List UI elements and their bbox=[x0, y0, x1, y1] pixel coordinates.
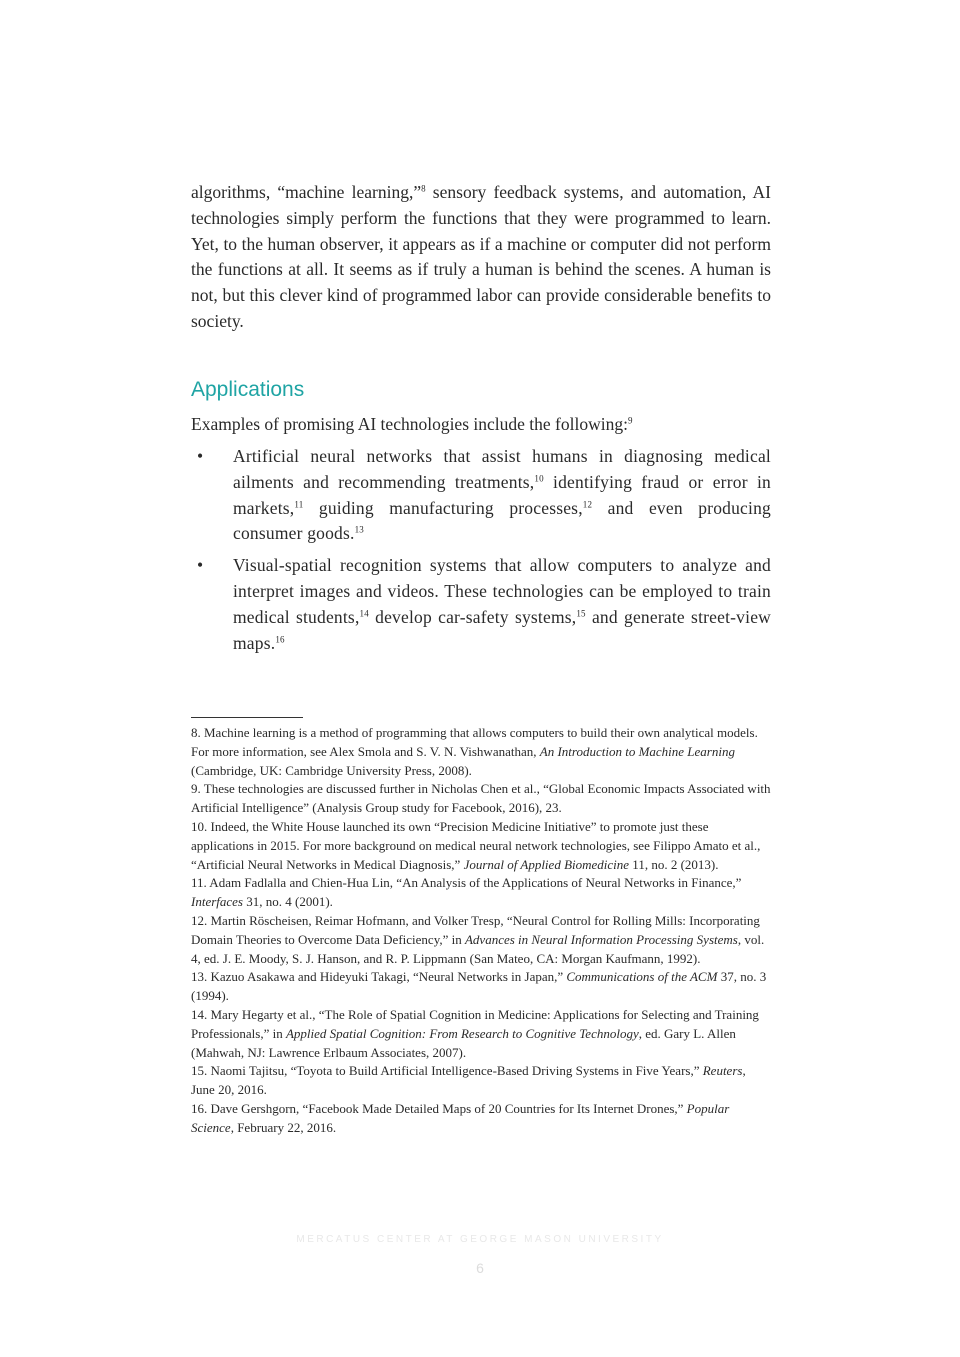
footnote-16 bbox=[191, 1100, 771, 1138]
footnote-title: Popular Science bbox=[191, 1100, 730, 1135]
footnote-title: Interfaces bbox=[191, 894, 243, 910]
bullet-text bbox=[233, 553, 771, 656]
footnote-text: , ed. Gary L. Allen (Mahwah, NJ: Lawrence Erlbaum Associates, 2007). bbox=[191, 1025, 736, 1060]
footnote-14 bbox=[191, 1006, 771, 1062]
footnote-text: 8. Machine learning is a method of programming that allows computers to build their own analytical models. For more information, see Alex Smola and S. V. N. Vishwanathan, bbox=[191, 725, 758, 759]
section-heading: Applications bbox=[191, 378, 305, 401]
footnote-text: (Cambridge, UK: Cambridge University Press, 2008). bbox=[191, 762, 472, 778]
body-text-part1: algorithms, “machine learning,” bbox=[191, 182, 422, 202]
footnote-title: Communications of the ACM bbox=[566, 969, 718, 985]
footnote-ref-8[interactable]: 8 bbox=[421, 183, 426, 194]
section-intro bbox=[191, 412, 632, 438]
bullet-text-segment: guiding manufacturing processes, bbox=[303, 497, 583, 518]
footnote-text: 13. Kazuo Asakawa and Hideyuki Takagi, “Neural Networks in Japan,” bbox=[191, 969, 567, 985]
footnote-10 bbox=[191, 818, 771, 874]
page-number: 6 bbox=[476, 1260, 484, 1276]
footnote-ref-9[interactable]: 9 bbox=[627, 415, 633, 426]
footnote-ref-13[interactable]: 13 bbox=[354, 525, 365, 536]
footnote-ref-10[interactable]: 10 bbox=[534, 473, 544, 484]
footnote-text: 12. Martin Röscheisen, Reimar Hofmann, and Volker Tresp, “Neural Control for Rolling Mills: Incorporating Domain Theories to Overcome Data Deficiency,” in bbox=[191, 912, 760, 947]
body-paragraph bbox=[191, 180, 771, 335]
footnote-text: 10. Indeed, the White House launched its own “Precision Medicine Initiative” to promote just these applications in 2015. For more background on medical neural network technologies, see Filippo Amato et al., “Artificial Neural Networks in Medical Diagnosis,” bbox=[191, 818, 761, 872]
footnote-ref-15[interactable]: 15 bbox=[576, 608, 586, 619]
footnote-divider bbox=[191, 717, 303, 718]
footnote-title: Advances in Neural Information Processing Systems bbox=[464, 931, 738, 947]
footnote-text: 15. Naomi Tajitsu, “Toyota to Build Artificial Intelligence-Based Driving Systems in Five Years,” bbox=[191, 1063, 703, 1079]
footnote-ref-11[interactable]: 11 bbox=[294, 499, 304, 510]
footnote-13 bbox=[191, 968, 771, 1006]
bullet-item-visual-spatial bbox=[191, 553, 771, 656]
footnote-title: Journal of Applied Biomedicine bbox=[463, 856, 630, 872]
footnote-15 bbox=[191, 1062, 771, 1100]
footnote-text: 11. Adam Fadlalla and Chien-Hua Lin, “An Analysis of the Applications of Neural Networks in Finance,” bbox=[191, 875, 742, 891]
footnote-ref-14[interactable]: 14 bbox=[359, 608, 369, 619]
bullet-marker: • bbox=[197, 555, 204, 576]
footnote-text: 31, no. 4 (2001). bbox=[242, 894, 333, 910]
bullet-text-segment: and generate street-view maps. bbox=[233, 606, 771, 653]
footnotes-list bbox=[191, 724, 771, 1138]
bullet-text-segment: develop car-safety systems, bbox=[368, 606, 577, 627]
footnote-8 bbox=[191, 724, 771, 780]
bullet-marker: • bbox=[197, 446, 204, 466]
footnote-text: 37, no. 3 (1994). bbox=[191, 969, 767, 1004]
footnote-text: 16. Dave Gershgorn, “Facebook Made Detailed Maps of 20 Countries for Its Internet Drones,” bbox=[191, 1100, 687, 1116]
bullet-text-segment: and even producing consumer goods. bbox=[233, 497, 771, 544]
footnote-12 bbox=[191, 912, 771, 968]
footer-organization: MERCATUS CENTER AT GEORGE MASON UNIVERSITY bbox=[296, 1234, 664, 1245]
bullet-item-neural-networks bbox=[191, 444, 771, 547]
footnote-text: 11, no. 2 (2013). bbox=[629, 856, 719, 872]
footnote-ref-12[interactable]: 12 bbox=[582, 499, 593, 510]
footnote-title: Applied Spatial Cognition: From Research to Cognitive Technology bbox=[285, 1025, 639, 1041]
footnote-text: , June 20, 2016. bbox=[191, 1063, 746, 1098]
intro-text: Examples of promising AI technologies include the following: bbox=[191, 414, 628, 434]
bullet-text-segment: Artificial neural networks that assist humans in diagnosing medical ailments and recommending treatments, bbox=[233, 446, 771, 492]
bullet-text-segment: Visual-spatial recognition systems that allow computers to analyze and interpret images and videos. These technologies can be employed to train medical students, bbox=[233, 555, 771, 627]
body-text-part2: sensory feedback systems, and automation, AI technologies simply perform the functions that they were programmed to learn. Yet, to the human observer, it appears as if a machine or computer did not perform the functions at all. It seems as if truly a human is behind the scenes. A human is not, but this clever kind of programmed labor can provide considerable benefits to society. bbox=[191, 182, 771, 331]
footnote-text: 14. Mary Hegarty et al., “The Role of Spatial Cognition in Medicine: Applications for Selecting and Training Professionals,” in bbox=[191, 1006, 759, 1041]
bullet-list bbox=[191, 444, 771, 662]
bullet-text bbox=[233, 444, 771, 547]
footnote-text: , vol. 4, ed. J. E. Moody, S. J. Hanson, and R. P. Lippmann (San Mateo, CA: Morgan Kaufmann, 1992). bbox=[191, 931, 765, 966]
footnote-text: 9. These technologies are discussed further in Nicholas Chen et al., “Global Economic Impacts Associated with Artificial Intelligence” (Analysis Group study for Facebook, 2016), 23. bbox=[191, 781, 771, 816]
footnote-title: Reuters bbox=[702, 1063, 743, 1079]
bullet-text-segment: identifying fraud or error in markets, bbox=[233, 471, 771, 518]
footnote-ref-16[interactable]: 16 bbox=[275, 634, 285, 645]
footnote-11 bbox=[191, 874, 771, 912]
footnote-9 bbox=[191, 780, 771, 818]
footnote-title: An Introduction to Machine Learning bbox=[539, 743, 735, 759]
footnote-text: , February 22, 2016. bbox=[230, 1119, 337, 1135]
